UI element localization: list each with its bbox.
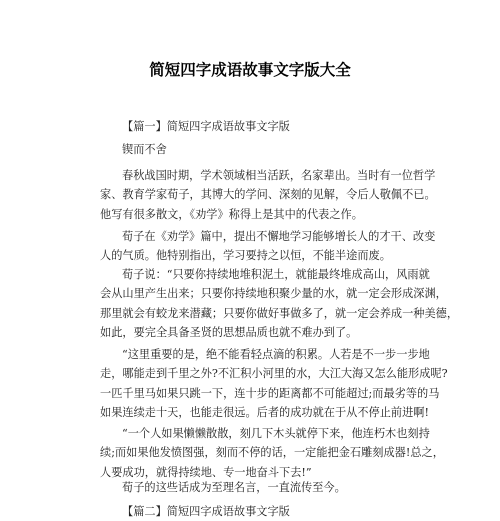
document-title: 简短四字成语故事文字版大全 <box>149 61 351 79</box>
paragraph-6: 荀子的这些话成为至理名言，一直流传至今。 <box>122 481 346 494</box>
paragraph-2: 荀子在《劝学》篇中，提出不懈地学习能够增长人的才干、改变 人的气质。他特别指出，学习要持之以恒，不能半途而废。 <box>100 230 436 263</box>
paragraph-4: “这里重要的是，绝不能看轻点滴的积累。人若是不一步一步地 走，哪能走到千里之外?不汇积小河里的水，大江大海又怎么能形成呢? 一匹千里马如果只跳一下，连十步的距离都不可能超过;而最劣等的马 如果连续走十天，也能走很远。后者的成功就在于从不停止前进啊! <box>100 348 448 420</box>
paragraph-5: “一个人如果懒懒散散，刻几下木头就停下来，他连朽木也刻持 续;而如果他发愤图强，刻而不停的话，一定能把金石雕刻成器!总之， 人要成功，就得持续地、专一地奋斗下去!” <box>100 427 444 479</box>
section-heading-2: 【篇二】简短四字成语故事文字版 <box>122 505 290 518</box>
story-title: 锲而不舍 <box>122 143 167 156</box>
section-heading-1: 【篇一】简短四字成语故事文字版 <box>122 120 290 133</box>
paragraph-3: 荀子说：“只要你持续地堆积泥土，就能最终堆成高山，风雨就 会从山里产生出来；只要你持续地积聚少量的水，就一定会形成深渊， 那里就会有蛟龙来潜藏；只要你做好事做多了，就一定会养成一种美德， 如此，要完全具备圣贤的思想品质也就不难办到了。 <box>100 268 459 340</box>
paragraph-1: 春秋战国时期，学术领域相当活跃，名家辈出。当时有一位哲学 家、教育学家荀子，其博大的学问、深刻的见解，令后人敬佩不已。 他写有很多散文，《劝学》称得上是其中的代表之作。 <box>100 169 436 221</box>
